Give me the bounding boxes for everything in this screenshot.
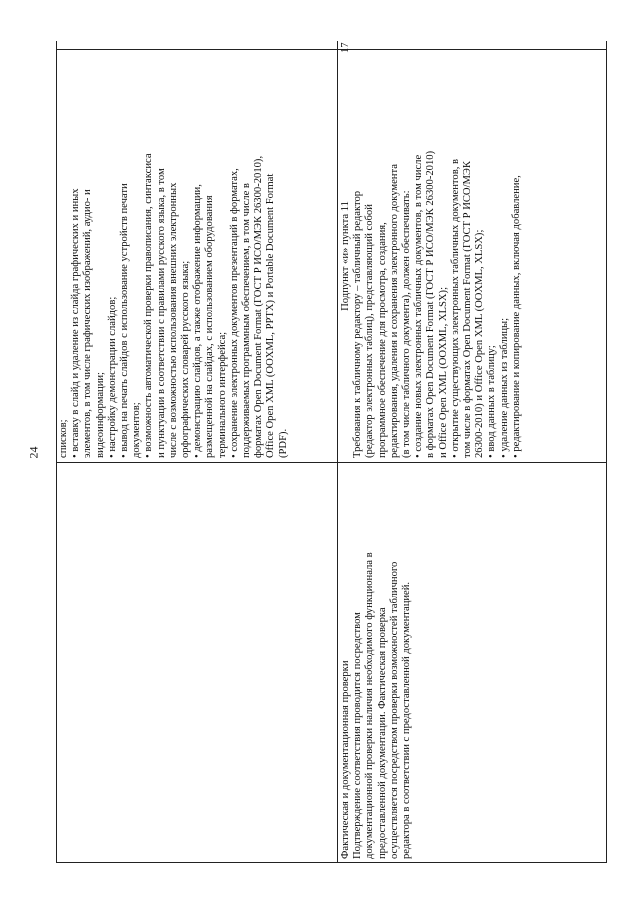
requirement-line: • открытие существующих электронных табличных документов, в <box>449 158 461 458</box>
requirement-line: документов; <box>131 402 143 458</box>
column-divider-verification <box>56 462 607 463</box>
requirement-line: • настройку демонстрации слайдов; <box>106 296 118 458</box>
requirement-line: элементов, в том числе графических изображений, аудио- и <box>82 189 94 458</box>
requirement-line: программное обеспечение для просмотра, создания, <box>376 222 388 458</box>
requirement-line: списков; <box>58 419 69 458</box>
requirement-line: (редактор электронных таблиц), представляющий собой <box>364 204 376 458</box>
requirement-line: и пунктуации в соответствии с правилами русского языка, в том <box>155 168 167 458</box>
requirement-line: числе с возможностью использования внешних электронных <box>167 182 179 458</box>
requirement-line: • демонстрацию слайдов, а также отображение информации, <box>192 184 204 458</box>
requirements-table <box>56 41 607 863</box>
requirement-line: (в том числе табличного документа), должен обеспечивать: <box>401 190 413 458</box>
requirement-line: видеоинформации; <box>94 372 106 458</box>
requirement-line: Требования к табличному редактору – табличный редактор <box>352 190 364 458</box>
rotated-page <box>56 41 607 863</box>
requirements-cell <box>352 54 523 458</box>
requirement-line: терминального интерфейса; <box>216 331 228 458</box>
requirement-line: и Office Open XML (OOXML, XLSX); <box>437 286 449 458</box>
requirement-line: орфографических словарей русского языка; <box>180 260 192 458</box>
column-divider-number <box>56 49 607 50</box>
verification-cell <box>340 467 604 859</box>
table-border-bottom <box>606 41 607 863</box>
requirement-line: • сохранение электронных документов презентаций в форматах, <box>228 168 240 458</box>
requirement-line: редактирования, удаления и сохранения электронного документа <box>388 164 400 458</box>
requirement-line: • удаление данных из таблицы; <box>498 317 510 458</box>
requirement-line: • вывод на печать слайдов с использование устройств печати <box>119 183 131 458</box>
verification-line: Подтверждение соответствия проводится посредством <box>352 612 364 859</box>
requirement-line: том числе в форматах Open Document Format (ГОСТ Р ИСО/МЭК <box>462 161 474 458</box>
requirement-line: • вставку в слайд и удаление из слайда графических и иных <box>70 188 82 458</box>
requirement-line: (PDF). <box>277 428 289 458</box>
verification-line: предоставленной документации. Фактическая проверка <box>376 607 388 859</box>
requirement-line: 26300-2010) и Office Open XML (OOXML, XLSX); <box>474 229 486 458</box>
verification-line: осуществляется посредством проверки возможностей табличного <box>388 561 400 859</box>
page-number: 24 <box>26 446 41 459</box>
requirement-line: • создание новых электронных табличных документов, в том числе <box>413 154 425 458</box>
requirement-line: Office Open XML (OOXML, PPTX) и Portable Document Format <box>265 173 277 458</box>
verification-line: редактора в соответствии с предоставленной документацией. <box>401 581 413 859</box>
requirements-cell <box>58 56 290 458</box>
requirement-line: • редактирование и копирование данных, включая добавление, <box>510 175 522 458</box>
verification-line: документационной проверки наличия необходимого функционала в <box>364 552 376 859</box>
table-border-top <box>56 41 57 863</box>
requirement-line: • возможность автоматической проверки правописания, синтаксиса <box>143 153 155 458</box>
row-number: 17 <box>340 42 351 53</box>
table-row <box>340 54 604 458</box>
requirement-line: • ввод данных в таблицу; <box>486 345 498 458</box>
verification-line: Фактическая и документационная проверки <box>340 660 351 859</box>
requirement-line: поддерживаемых программным обеспечением, в том числе в <box>241 183 253 458</box>
requirement-line: форматах Open Document Format (ГОСТ Р ИСО/МЭК 26300-2010), <box>253 155 265 458</box>
row-heading: Подпункт «и» пункта 11 <box>340 201 351 311</box>
requirement-line: размещенной на слайдах, с использованием оборудования <box>204 195 216 458</box>
table-border-left <box>56 862 607 863</box>
table-row <box>58 56 334 458</box>
requirement-line: в форматах Open Document Format (ГОСТ Р ИСО/МЭК 26300-2010) <box>425 150 437 458</box>
row-number-cell <box>338 41 606 53</box>
row-divider <box>337 41 338 863</box>
